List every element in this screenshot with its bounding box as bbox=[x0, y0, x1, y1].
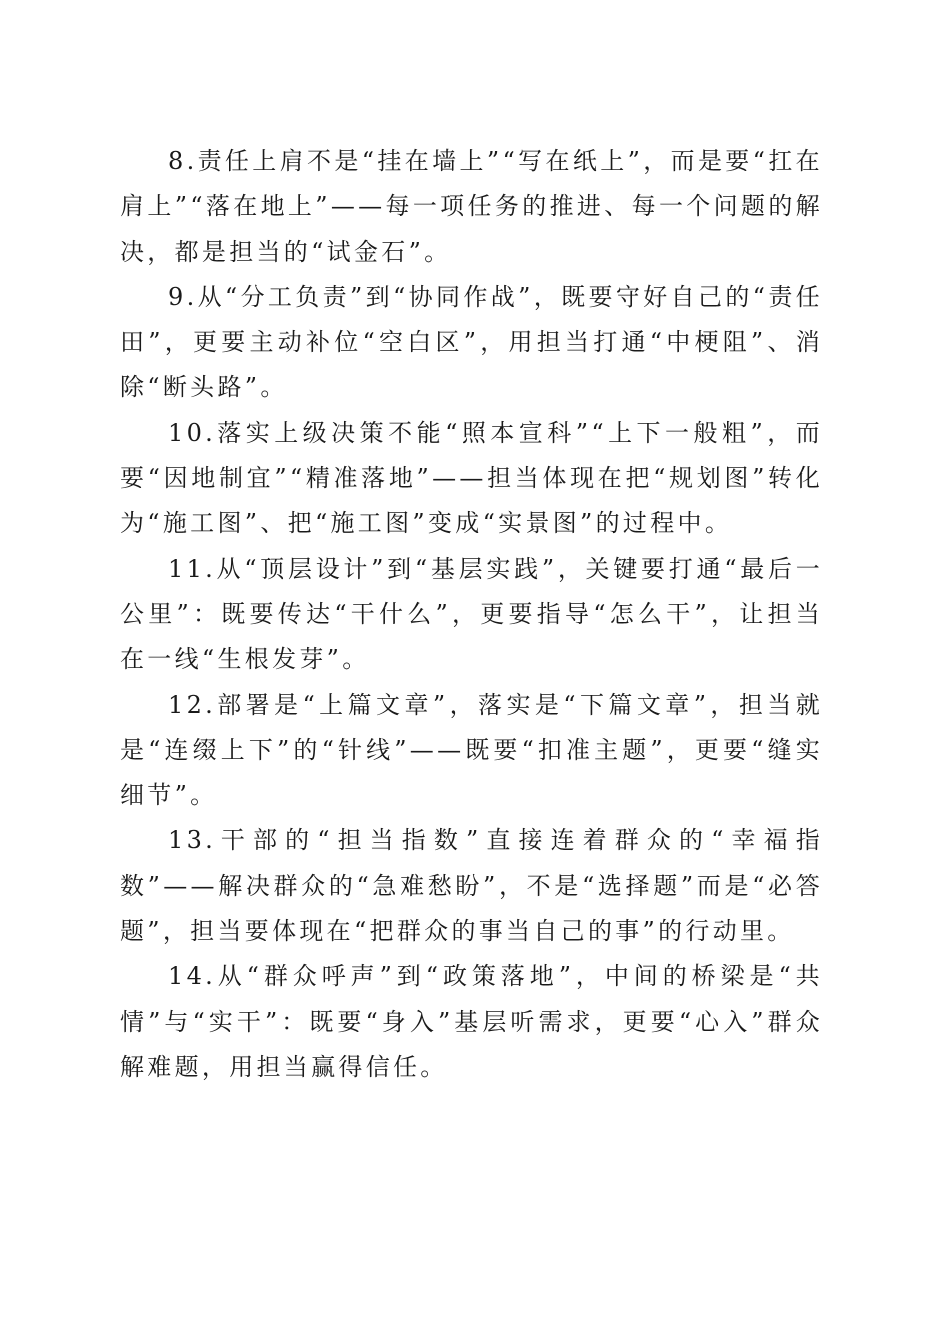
document-body bbox=[120, 139, 823, 1090]
paragraph-11: 11.从“顶层设计”到“基层实践”，关键要打通“最后一公里”：既要传达“干什么”，更要指导“怎么干”，让担当在一线“生根发芽”。 bbox=[120, 554, 823, 674]
paragraph-8: 8.责任上肩不是“挂在墙上”“写在纸上”，而是要“扛在肩上”“落在地上”——每一项任务的推进、每一个问题的解决，都是担当的“试金石”。 bbox=[120, 147, 823, 266]
paragraph-13: 13.干部的“担当指数”直接连着群众的“幸福指数”——解决群众的“急难愁盼”，不是“选择题”而是“必答题”，担当要体现在“把群众的事当自己的事”的行动里。 bbox=[120, 826, 823, 946]
paragraph-12: 12.部署是“上篇文章”，落实是“下篇文章”，担当就是“连缀上下”的“针线”——既要“扣准主题”，更要“缝实细节”。 bbox=[120, 690, 823, 810]
paragraph-9: 9.从“分工负责”到“协同作战”，既要守好自己的“责任田”，更要主动补位“空白区”，用担当打通“中梗阻”、消除“断头路”。 bbox=[120, 282, 823, 402]
paragraph-14: 14.从“群众呼声”到“政策落地”，中间的桥梁是“共情”与“实干”：既要“身入”基层听需求，更要“心入”群众解难题，用担当赢得信任。 bbox=[120, 962, 823, 1081]
paragraph-10: 10.落实上级决策不能“照本宣科”“上下一般粗”，而要“因地制宜”“精准落地”——担当体现在把“规划图”转化为“施工图”、把“施工图”变成“实景图”的过程中。 bbox=[120, 418, 823, 538]
